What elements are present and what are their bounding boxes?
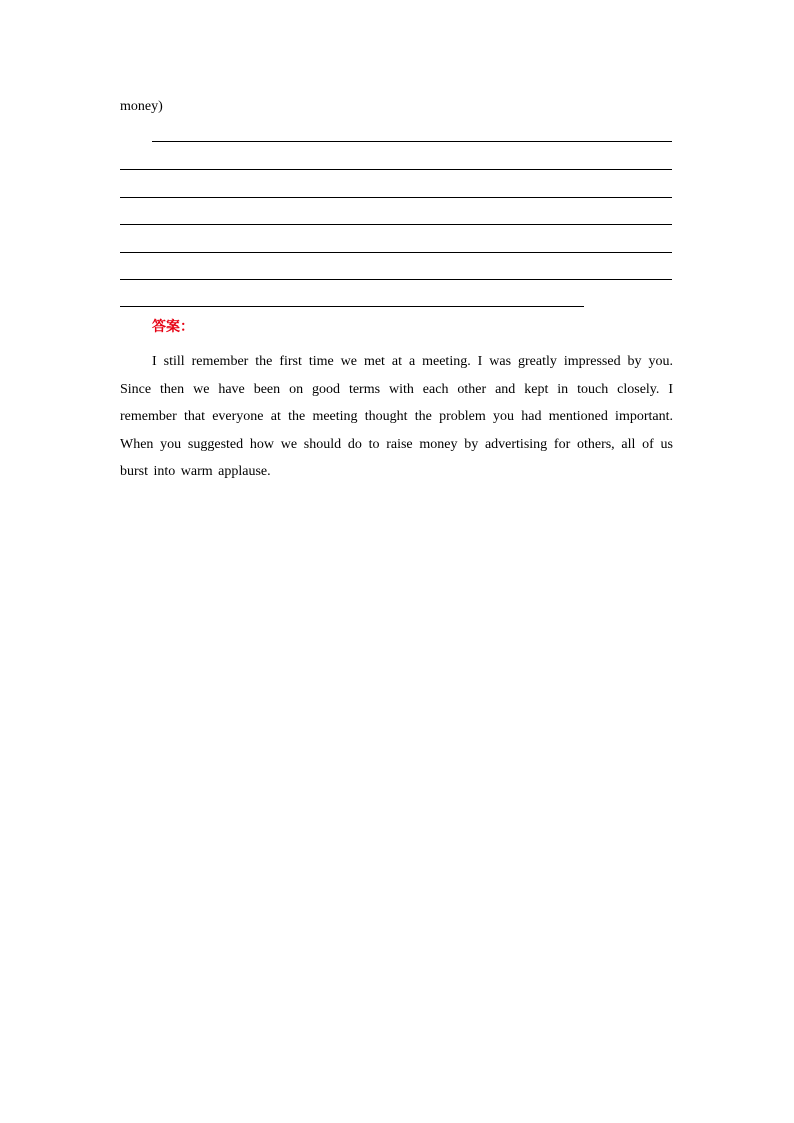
writing-line [120, 279, 672, 280]
writing-line [120, 197, 672, 198]
answer-label: 答案： [152, 319, 194, 335]
continuation-text: money) [120, 99, 163, 114]
writing-line [120, 169, 672, 170]
writing-line [120, 224, 672, 225]
writing-line [120, 252, 672, 253]
answer-body: I still remember the first time we met at a meeting. I was greatly impressed by you. Since then we have been on good terms with each other and kept in touch closely. I remember that everyone at the meeting thought the problem you had mentioned important. When you suggested how we should do to raise money by advertising for others, all of us burst into warm applause. [120, 354, 673, 479]
writing-line [120, 306, 584, 307]
writing-line [152, 141, 672, 142]
